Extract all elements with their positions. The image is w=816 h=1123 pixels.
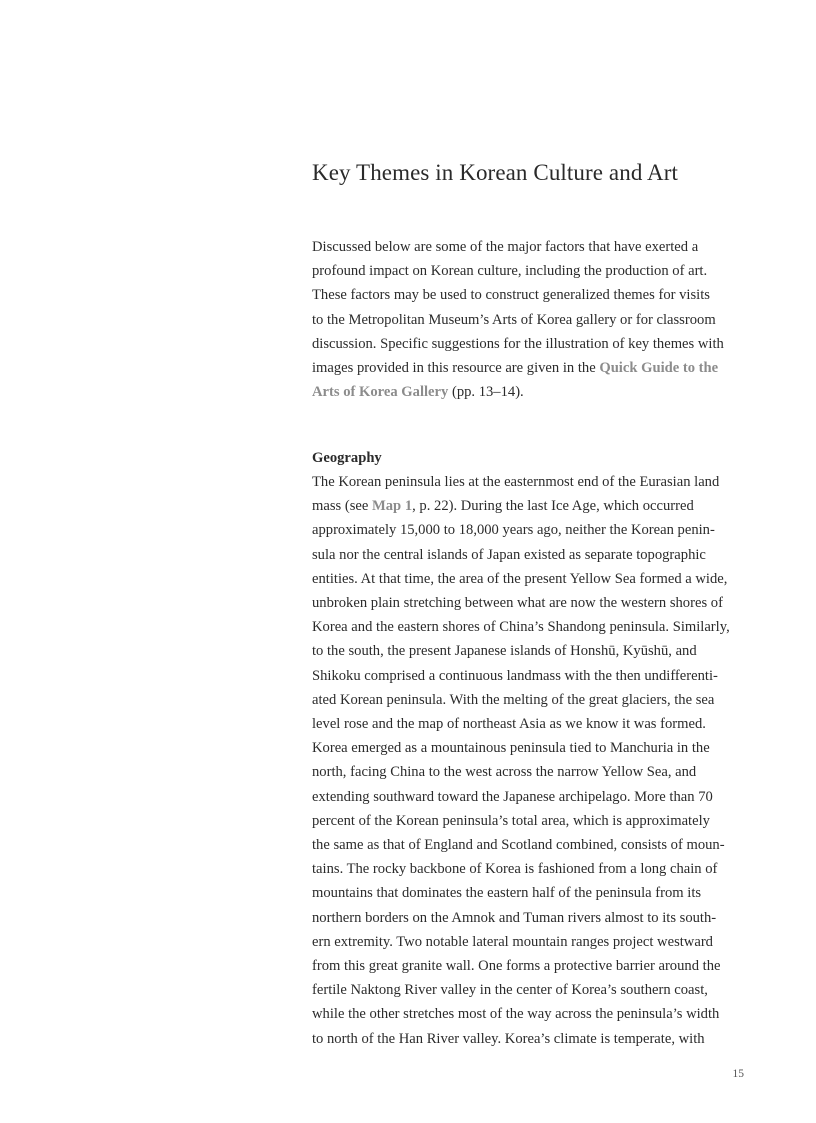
map-link[interactable]: Map 1 [371, 498, 413, 515]
intro-line: profound impact on Korean culture, including the production of art. [312, 263, 708, 280]
body-line: mountains that dominates the eastern half of the peninsula from its [312, 885, 702, 902]
body-line: sula nor the central islands of Japan existed as separate topographic [312, 546, 706, 563]
body-line: Shikoku comprised a continuous landmass with the then undifferenti- [312, 667, 718, 684]
body-line: the same as that of England and Scotland combined, consists of moun- [312, 837, 725, 854]
body-line: fertile Naktong River valley in the center of Korea’s southern coast, [312, 982, 708, 999]
body-line: approximately 15,000 to 18,000 years ago, neither the Korean penin- [312, 522, 715, 539]
body-line: entities. At that time, the area of the present Yellow Sea formed a wide, [312, 570, 728, 587]
quick-guide-link-continued[interactable]: Arts of Korea Gallery [312, 384, 449, 401]
geography-body [312, 470, 752, 1051]
body-line: percent of the Korean peninsula’s total area, which is approximately [312, 812, 710, 829]
geography-heading: Geography [312, 450, 382, 466]
body-line [312, 494, 752, 518]
intro-line: discussion. Specific suggestions for the illustration of key themes with [312, 335, 724, 352]
body-line: The Korean peninsula lies at the easternmost end of the Eurasian land [312, 474, 720, 490]
intro-line-text: images provided in this resource are given in the [312, 360, 600, 377]
body-line: extending southward toward the Japanese archipelago. More than 70 [312, 788, 713, 805]
body-line: while the other stretches most of the way across the peninsula’s width [312, 1006, 720, 1023]
intro-page-ref: (pp. 13–14). [448, 384, 524, 401]
body-line: Korea and the eastern shores of China’s Shandong peninsula. Similarly, [312, 619, 730, 636]
body-line: ated Korean peninsula. With the melting of the great glaciers, the sea [312, 691, 715, 708]
body-line-prefix: mass (see [312, 498, 372, 515]
body-line: to north of the Han River valley. Korea’s climate is temperate, with [312, 1030, 705, 1047]
geography-section [312, 446, 752, 1051]
intro-line [312, 356, 752, 380]
body-line: north, facing China to the west across the narrow Yellow Sea, and [312, 764, 697, 781]
intro-line: to the Metropolitan Museum’s Arts of Korea gallery or for classroom [312, 311, 716, 328]
body-line-suffix: , p. 22). During the last Ice Age, which occurred [412, 498, 694, 515]
body-line: northern borders on the Amnok and Tuman rivers almost to its south- [312, 909, 717, 926]
intro-line: These factors may be used to construct generalized themes for visits [312, 287, 710, 304]
quick-guide-link[interactable]: Quick Guide to the [599, 360, 719, 377]
body-line: unbroken plain stretching between what are now the western shores of [312, 595, 723, 612]
body-line: level rose and the map of northeast Asia as we know it was formed. [312, 716, 706, 733]
page-title: Key Themes in Korean Culture and Art [312, 160, 678, 185]
intro-paragraph [312, 235, 752, 404]
body-line: ern extremity. Two notable lateral mountain ranges project westward [312, 933, 713, 950]
page-number: 15 [732, 1068, 744, 1080]
body-line: from this great granite wall. One forms a protective barrier around the [312, 958, 721, 975]
body-line: to the south, the present Japanese islands of Honshū, Kyūshū, and [312, 643, 697, 660]
body-line: tains. The rocky backbone of Korea is fashioned from a long chain of [312, 861, 718, 878]
intro-line [312, 380, 752, 404]
body-line: Korea emerged as a mountainous peninsula tied to Manchuria in the [312, 740, 710, 757]
intro-line: Discussed below are some of the major factors that have exerted a [312, 239, 699, 255]
